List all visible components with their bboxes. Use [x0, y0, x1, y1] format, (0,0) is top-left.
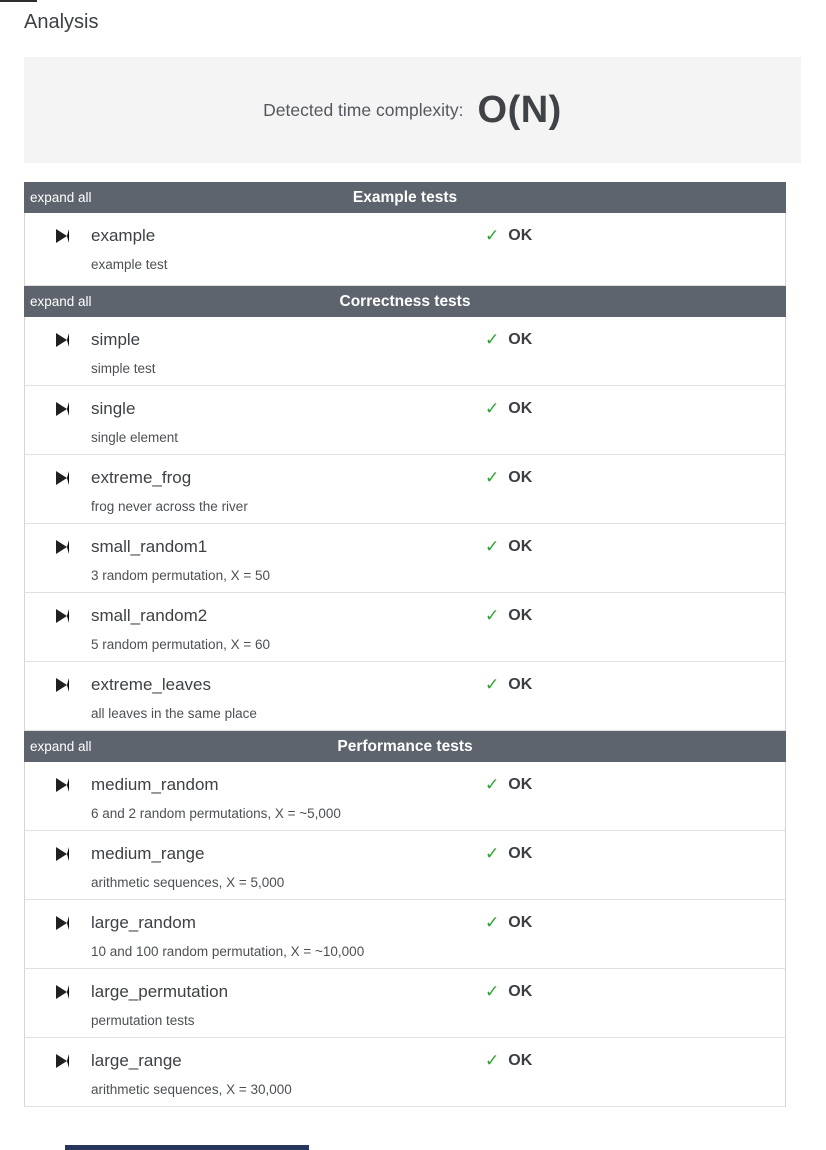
test-row [24, 455, 786, 524]
detected-complexity-box [24, 57, 801, 163]
top-edge-line [0, 0, 37, 2]
section-title: Performance tests [337, 737, 473, 755]
expand-triangle-icon[interactable] [56, 540, 69, 554]
expand-triangle-icon[interactable] [56, 229, 69, 243]
expand-all-link[interactable]: expand all [30, 294, 92, 309]
status-ok-label: OK [508, 983, 533, 1000]
test-name: large_permutation [91, 982, 229, 1001]
check-icon: ✓ [485, 913, 500, 932]
expand-triangle-icon[interactable] [56, 916, 69, 930]
test-name: small_random1 [91, 537, 208, 556]
test-row [24, 900, 786, 969]
status-ok-label: OK [508, 469, 533, 486]
test-name: extreme_frog [91, 468, 192, 487]
test-name: large_random [91, 913, 196, 932]
test-status [485, 606, 532, 626]
page-title: Analysis [24, 11, 99, 33]
complexity-value: O(N) [477, 88, 562, 131]
status-ok-label: OK [508, 227, 533, 244]
test-description: permutation tests [91, 1013, 195, 1028]
test-status [485, 226, 532, 246]
expand-triangle-icon[interactable] [56, 678, 69, 692]
expand-triangle-icon[interactable] [56, 333, 69, 347]
test-row [24, 1038, 786, 1107]
test-row [24, 831, 786, 900]
test-description: 6 and 2 random permutations, X = ~5,000 [91, 806, 341, 821]
test-status [485, 537, 532, 557]
check-icon: ✓ [485, 226, 500, 245]
status-ok-label: OK [508, 331, 533, 348]
test-name: example [91, 226, 156, 245]
test-row [24, 213, 786, 286]
test-description: frog never across the river [91, 499, 248, 514]
status-ok-label: OK [508, 538, 533, 555]
test-status [485, 675, 532, 695]
check-icon: ✓ [485, 537, 500, 556]
status-ok-label: OK [508, 1052, 533, 1069]
status-ok-label: OK [508, 676, 533, 693]
test-status [485, 330, 532, 350]
section-title: Correctness tests [339, 292, 471, 310]
expand-triangle-icon[interactable] [56, 402, 69, 416]
test-description: 5 random permutation, X = 60 [91, 637, 270, 652]
check-icon: ✓ [485, 982, 500, 1001]
expand-triangle-icon[interactable] [56, 471, 69, 485]
bottom-edge-strip [65, 1145, 309, 1150]
check-icon: ✓ [485, 399, 500, 418]
status-ok-label: OK [508, 845, 533, 862]
expand-all-link[interactable]: expand all [30, 190, 92, 205]
test-description: example test [91, 257, 168, 272]
expand-triangle-icon[interactable] [56, 609, 69, 623]
test-status [485, 399, 532, 419]
section-header-bar [24, 286, 786, 317]
test-sections [24, 182, 786, 1107]
test-status [485, 468, 532, 488]
check-icon: ✓ [485, 468, 500, 487]
test-status [485, 844, 532, 864]
check-icon: ✓ [485, 1051, 500, 1070]
test-status [485, 775, 532, 795]
expand-triangle-icon[interactable] [56, 778, 69, 792]
test-name: medium_range [91, 844, 205, 863]
test-row [24, 662, 786, 731]
check-icon: ✓ [485, 775, 500, 794]
test-row [24, 524, 786, 593]
section-correctness [24, 286, 786, 731]
test-row [24, 317, 786, 386]
test-row [24, 969, 786, 1038]
test-name: large_range [91, 1051, 182, 1070]
test-row [24, 762, 786, 831]
test-description: 3 random permutation, X = 50 [91, 568, 270, 583]
expand-triangle-icon[interactable] [56, 1054, 69, 1068]
test-name: small_random2 [91, 606, 208, 625]
check-icon: ✓ [485, 330, 500, 349]
section-header-bar [24, 731, 786, 762]
status-ok-label: OK [508, 776, 533, 793]
test-status [485, 913, 532, 933]
test-description: 10 and 100 random permutation, X = ~10,000 [91, 944, 365, 959]
section-header-bar [24, 182, 786, 213]
check-icon: ✓ [485, 606, 500, 625]
section-performance [24, 731, 786, 1107]
section-title: Example tests [352, 188, 458, 206]
check-icon: ✓ [485, 675, 500, 694]
test-name: single [91, 399, 136, 418]
status-ok-label: OK [508, 400, 533, 417]
test-description: arithmetic sequences, X = 5,000 [91, 875, 285, 890]
test-description: simple test [91, 361, 156, 376]
status-ok-label: OK [508, 914, 533, 931]
expand-triangle-icon[interactable] [56, 847, 69, 861]
test-name: medium_random [91, 775, 219, 794]
test-status [485, 982, 532, 1002]
test-description: all leaves in the same place [91, 706, 257, 721]
section-example [24, 182, 786, 286]
test-row [24, 593, 786, 662]
test-status [485, 1051, 532, 1071]
complexity-label: Detected time complexity: [263, 99, 464, 120]
test-name: simple [91, 330, 141, 349]
check-icon: ✓ [485, 844, 500, 863]
test-description: arithmetic sequences, X = 30,000 [91, 1082, 292, 1097]
expand-triangle-icon[interactable] [56, 985, 69, 999]
status-ok-label: OK [508, 607, 533, 624]
expand-all-link[interactable]: expand all [30, 739, 92, 754]
test-row [24, 386, 786, 455]
test-name: extreme_leaves [91, 675, 212, 694]
test-description: single element [91, 430, 179, 445]
